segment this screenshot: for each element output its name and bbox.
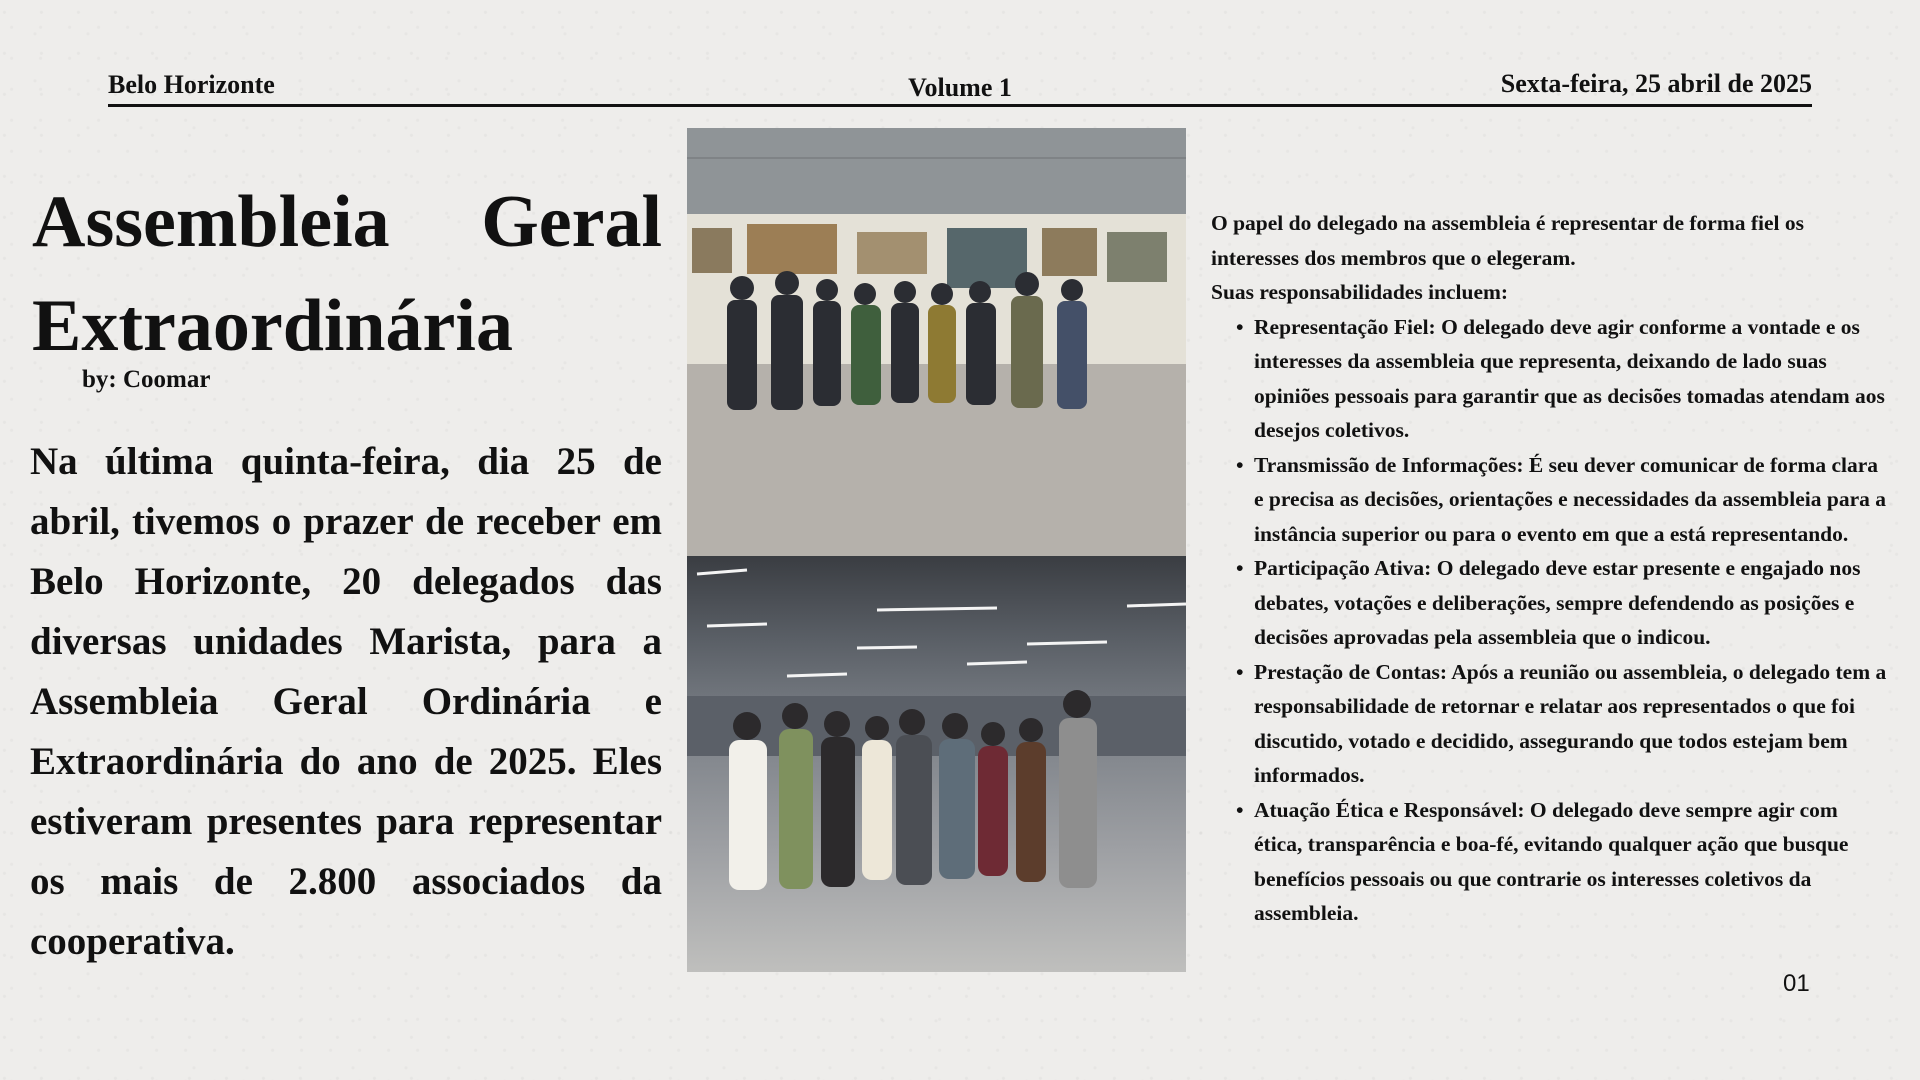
photo-collage	[687, 128, 1186, 972]
group-photo-airport-terminal-illustration	[687, 556, 1186, 972]
group-photo-airport-gallery-illustration	[687, 128, 1186, 556]
masthead-volume: Volume 1	[908, 73, 1012, 102]
article-byline: by: Coomar	[82, 366, 211, 393]
delegate-role-sidebar	[1211, 206, 1891, 931]
masthead-divider	[108, 104, 1812, 107]
responsibility-item-representacao: • Representação Fiel: O delegado deve agir conforme a vontade e os interesses da assembleia que representa, deixando de lado suas opiniões pessoais para garantir que as decisões tomadas atendam aos desejos coletivos.	[1211, 310, 1891, 448]
responsibility-item-atuacao: • Atuação Ética e Responsável: O delegado deve sempre agir com ética, transparência e boa-fé, evitando qualquer ação que busque benefícios pessoais ou que contrarie os interesses coletivos da assembleia.	[1211, 793, 1891, 931]
article-headline: Assembleia Geral Extraordinária	[32, 181, 662, 367]
responsibility-item-transmissao: • Transmissão de Informações: É seu dever comunicar de forma clara e precisa as decisões, orientações e necessidades da assembleia para a instância superior ou para o evento em que a está representando.	[1211, 448, 1891, 552]
responsibilities-list	[1211, 310, 1891, 931]
sidebar-intro: O papel do delegado na assembleia é representar de forma fiel os interesses dos membros que o elegeram.	[1211, 211, 1805, 270]
sidebar-list-heading: Suas responsabilidades incluem:	[1211, 280, 1509, 304]
group-photo-airport-terminal	[687, 556, 1186, 972]
responsibility-item-prestacao: • Prestação de Contas: Após a reunião ou assembleia, o delegado tem a responsabilidade de retornar e relatar aos representados o que foi discutido, votado e decidido, assegurando que todos estejam bem informados.	[1211, 655, 1891, 793]
page-number: 01	[1783, 970, 1810, 997]
group-photo-airport-gallery	[687, 128, 1186, 556]
article-body: Na última quinta-feira, dia 25 de abril, tivemos o prazer de receber em Belo Horizonte, 20 delegados das diversas unidades Marista, para a Assembleia Geral Ordinária e Extraordinária do ano de 2025. Eles estiveram presentes para representar os mais de 2.800 associados da cooperativa.	[30, 440, 662, 963]
masthead-city: Belo Horizonte	[108, 70, 275, 99]
masthead-date: Sexta-feira, 25 abril de 2025	[1500, 69, 1812, 98]
responsibility-item-participacao: • Participação Ativa: O delegado deve estar presente e engajado nos debates, votações e deliberações, sempre defendendo as posições e decisões aprovadas pela assembleia que o indicou.	[1211, 551, 1891, 655]
